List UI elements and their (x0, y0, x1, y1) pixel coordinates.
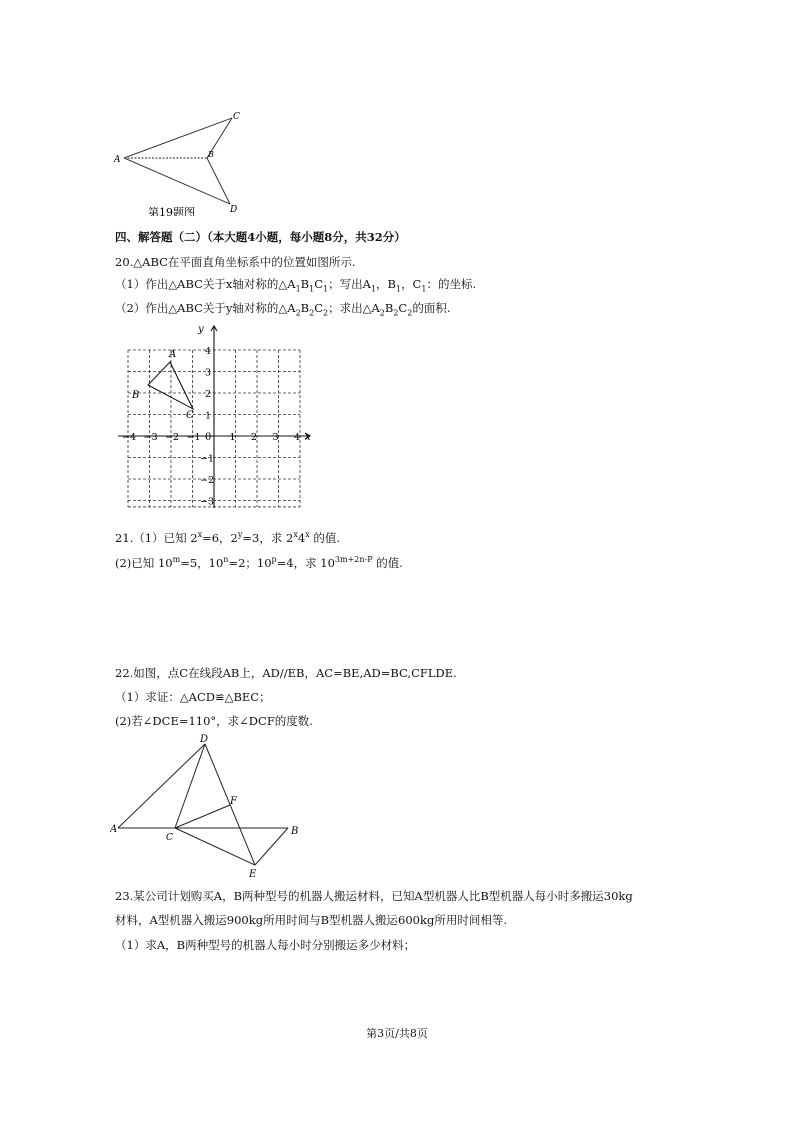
fig19-label-a: A (114, 155, 121, 165)
triangle-abc (148, 362, 193, 409)
point-label-b: B (132, 390, 140, 401)
fig19-line-ac (124, 118, 232, 158)
page-footer: 第3页/共8页 (366, 1027, 428, 1040)
figure-22 (110, 732, 310, 877)
fig22-label-f: F (230, 796, 237, 807)
x-tick-label: −4 (122, 432, 137, 443)
fig22-label-c: C (166, 833, 173, 843)
fig22-line-ce (175, 828, 255, 865)
coordinate-grid (110, 322, 320, 514)
y-tick-label: 3 (205, 367, 212, 379)
fig22-line-cf (175, 805, 230, 828)
q20-stem: 20.△ABC在平面直角坐标系中的位置如图所示. (115, 255, 356, 269)
point-label-c: C (186, 410, 194, 421)
fig22-line-cd (175, 744, 205, 828)
point-label-a: A (169, 349, 177, 360)
origin-label: 0 (205, 432, 212, 443)
fig19-caption: 第19题图 (148, 206, 195, 216)
x-tick-label: −1 (186, 432, 201, 443)
fig19-line-ad (124, 158, 230, 204)
fig22-label-d: D (200, 734, 209, 745)
fig19-label-d: D (230, 205, 238, 215)
y-tick-label: 4 (205, 346, 212, 357)
y-tick-label: −1 (200, 453, 215, 465)
q21-part1: 21.（1）已知 $2^x=6$，$2^y=3$，求 2$^x$4$^x$ 的值. (115, 530, 341, 545)
q20-part2: （2）作出△ABC关于y轴对称的$\triangle A_2B_2C_2$；求出$\triangle A_2B_2C_2$的面积. (115, 301, 451, 318)
q22-part1: （1）求证：△ACD≌△BEC； (115, 690, 271, 704)
fig19-label-c: C (233, 112, 240, 122)
x-tick-label: −2 (165, 432, 180, 443)
fig19-line-bd (207, 158, 230, 204)
q21-part2: (2)已知 $10^m=5$，$10^n=2$；$10^p=4$，求 $10^{3m+2n-P}$ 的值. (115, 555, 403, 570)
fig22-label-a: A (110, 824, 118, 835)
fig22-line-ad (118, 744, 205, 828)
y-tick-label: −3 (200, 496, 215, 508)
x-tick-label: 3 (272, 432, 279, 443)
x-tick-label: −3 (143, 432, 158, 443)
q23-part1: （1）求A，B两种型号的机器人每小时分别搬运多少材料； (115, 938, 416, 952)
y-axis-label: y (198, 324, 204, 335)
y-tick-label: −2 (200, 475, 215, 486)
q22-part2: (2)若∠DCE=110°，求∠DCF的度数. (115, 714, 313, 728)
y-tick-label: 1 (205, 410, 212, 422)
triangle-abc-inner (170, 362, 193, 409)
fig22-label-e: E (249, 869, 257, 877)
x-tick-label: 1 (229, 432, 236, 443)
y-tick-label: 2 (205, 389, 212, 400)
figure-19 (112, 106, 252, 216)
fig22-line-eb (255, 828, 288, 865)
section-heading: 四、解答题（二）（本大题4小题，每小题8分，共32分） (115, 230, 406, 244)
fig22-label-b: B (291, 826, 299, 837)
q23-line1: 23.某公司计划购买A，B两种型号的机器人搬运材料，已知A型机器人比B型机器人每小时多搬运30kg (115, 889, 633, 903)
q22-stem: 22.如图，点C在线段AB上，AD//EB，AC=BE,AD=BC,CFLDE. (115, 666, 457, 680)
x-tick-label: 4 (294, 432, 301, 443)
q20-part1: （1）作出△ABC关于x轴对称的$\triangle A_1B_1C_1$；写出$A_1$，$B_1$，$C_1$：的坐标. (115, 277, 477, 294)
fig19-label-b: B (208, 150, 214, 159)
q23-line2: 材料，A型机器入搬运900kg所用时间与B型机器人搬运600kg所用时间相等. (115, 913, 507, 927)
x-tick-label: 2 (251, 432, 258, 443)
x-axis-label: x (305, 432, 311, 443)
